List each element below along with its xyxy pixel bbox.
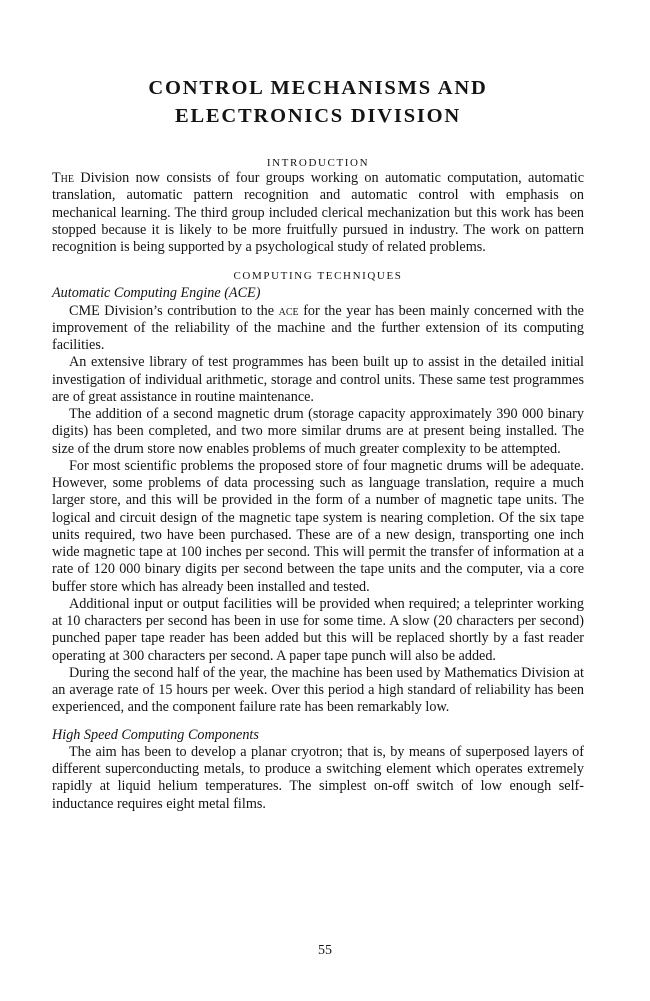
introduction-heading: INTRODUCTION	[266, 157, 370, 169]
ace-paragraph-2: An extensive library of test programmes has been built up to assist in the detailed initial investigation of individual arithmetic, storage and control units. These same test programmes are of great assistance in routine maintenance.	[52, 354, 584, 405]
ace-p1-part-b: for the year has been mainly concerned with the improvement of the reliability of the machine and the further extension of its computing facilities.	[52, 302, 584, 353]
high-speed-paragraph-1: The aim has been to develop a planar cryotron; that is, by means of superposed layers of different superconducting metals, to produce a switching element which operates extremely rapidly at liquid helium temperatures. The simplest on-off switch of low enough self-inductance requires eight metal films.	[52, 743, 584, 812]
ace-p1-part-a: CME Division’s contribution to the	[69, 302, 279, 319]
ace-paragraph-1	[52, 303, 584, 355]
page-title	[52, 74, 584, 130]
title-line-2: ELECTRONICS DIVISION	[174, 105, 462, 127]
document-page	[52, 74, 584, 813]
ace-subheading: Automatic Computing Engine (ACE)	[52, 285, 261, 302]
intro-lead-word: The	[52, 170, 74, 186]
ace-paragraph-6: During the second half of the year, the machine has been used by Mathematics Division at an average rate of 15 hours per week. Over this period a high standard of reliability has been experienced, and the component failure rate has been remarkably low.	[52, 664, 584, 716]
intro-paragraph	[52, 170, 584, 256]
computing-techniques-heading: COMPUTING TECHNIQUES	[233, 270, 403, 283]
ace-paragraph-5: Additional input or output facilities will be provided when required; a teleprinter working at 10 characters per second has been in use for some time. A slow (20 characters per second) punched paper tape reader has been added but this will be replaced shortly by a fast reader operating at 300 characters per second. A paper tape punch will also be added.	[52, 595, 584, 664]
ace-abbreviation: ace	[278, 302, 299, 319]
ace-paragraph-3: The addition of a second magnetic drum (storage capacity approximately 390 000 binary digits) has been completed, and two more similar drums are at present being installed. The size of the drum store now enables problems of much greater complexity to be attempted.	[52, 406, 584, 457]
intro-text: Division now consists of four groups working on automatic computation, automatic translation, automatic pattern recognition and automatic control with emphasis on mechanical learning. The third group included clerical mechanization but this work has been stopped because it is likely to be more fruitfully pursued in industry. The work on pattern recognition is being supported by a psychological study of related problems.	[52, 170, 584, 255]
ace-paragraph-4: For most scientific problems the proposed store of four magnetic drums will be adequate. However, some problems of data processing such as language translation, require a much larger store, and this will be provided in the form of a number of magnetic tape units. The logical and circuit design of the magnetic tape system is nearing completion. Of the six tape units required, two have been purchased. These are of a new design, transporting one inch wide magnetic tape at 100 inches per second. This will permit the transfer of information at a rate of 120 000 binary digits per second between the tape units and the computer, via a core buffer store which has already been installed and tested.	[52, 457, 584, 595]
high-speed-subheading: High Speed Computing Components	[52, 726, 259, 743]
page-number: 55	[318, 943, 332, 958]
title-line-1: CONTROL MECHANISMS AND	[148, 77, 488, 99]
